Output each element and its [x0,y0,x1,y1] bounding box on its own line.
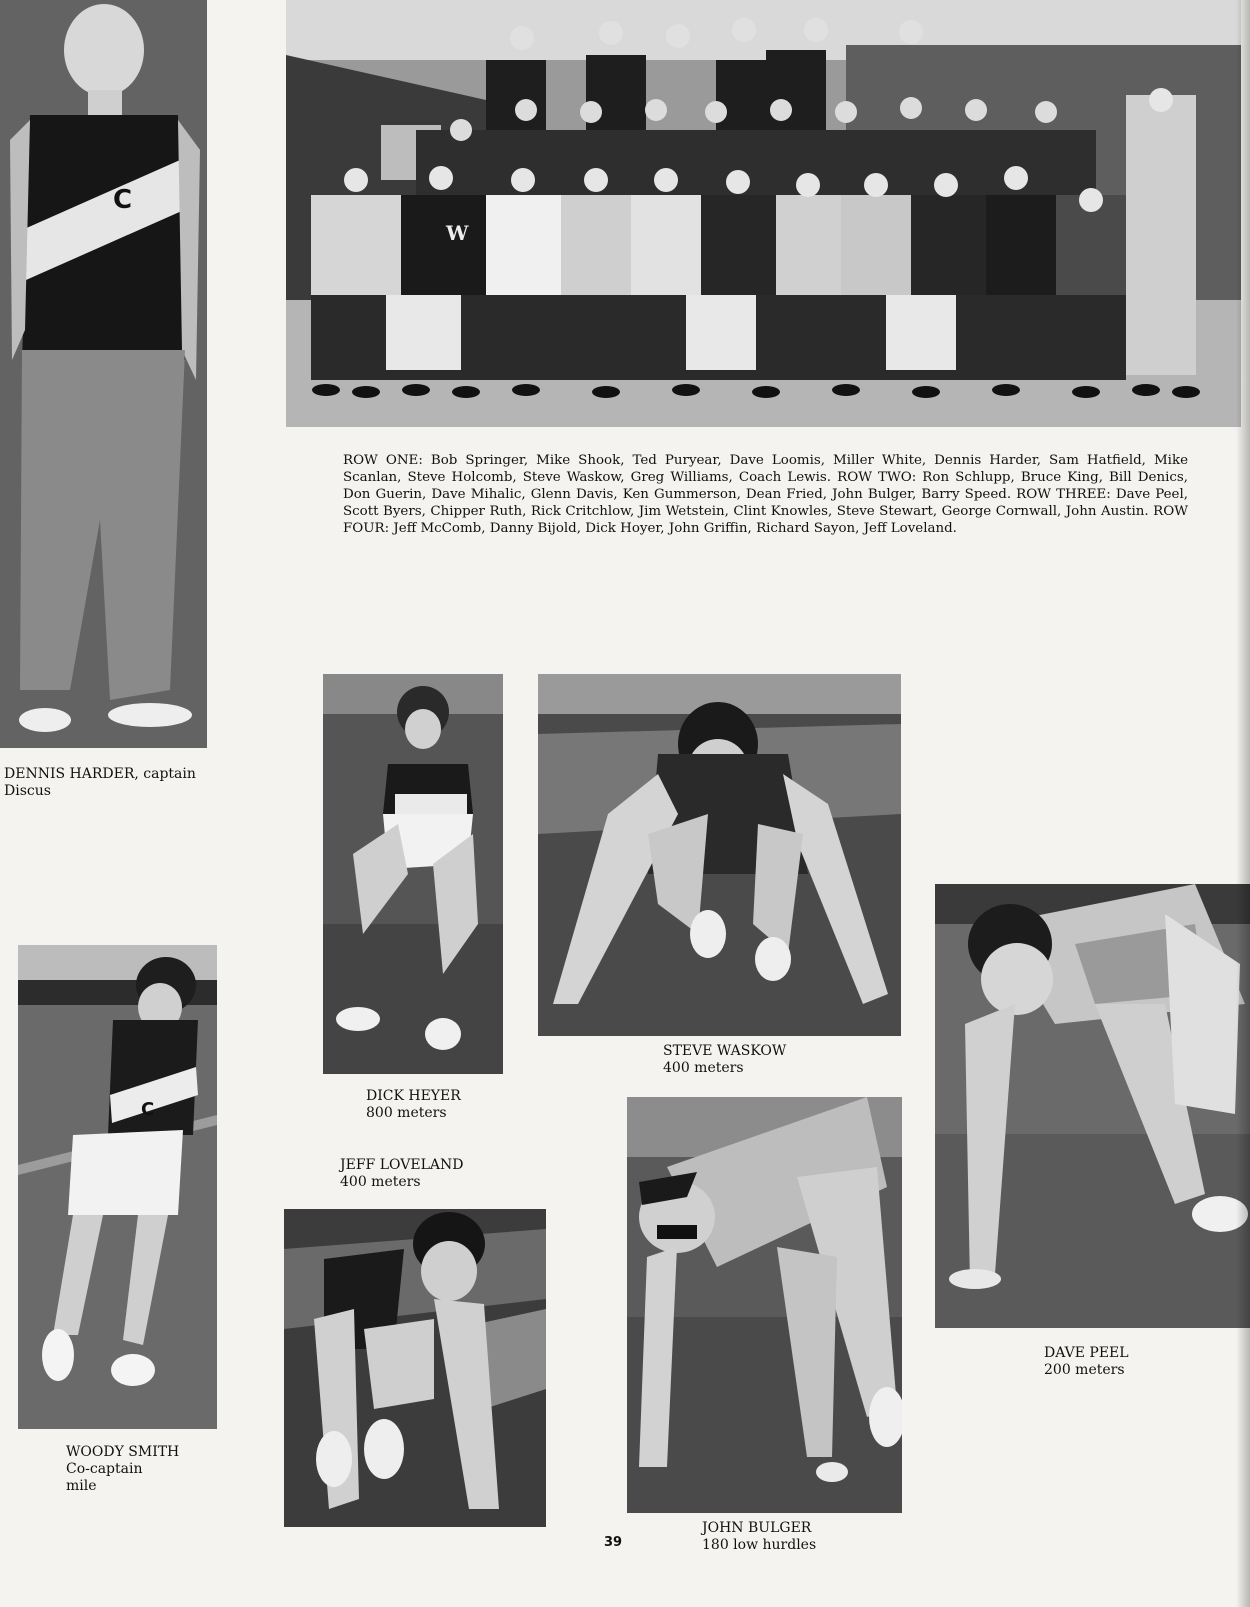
woody-smith-photo [18,945,217,1429]
harder-name: DENNIS HARDER, captain [4,766,196,782]
heyer-event: 800 meters [366,1105,447,1121]
smith-event: mile [66,1478,97,1494]
loveland-name: JEFF LOVELAND [340,1157,464,1173]
peel-name: DAVE PEEL [1044,1345,1129,1361]
jeff-loveland-photo [284,1209,546,1527]
smith-role: Co-captain [66,1461,143,1477]
smith-name: WOODY SMITH [66,1444,180,1460]
peel-event: 200 meters [1044,1362,1125,1378]
dave-peel-photo [935,884,1250,1328]
team-roster-caption: ROW ONE: Bob Springer, Mike Shook, Ted Puryear, Dave Loomis, Miller White, Dennis Harder, Sam Hatfield, Mike Scanlan, Steve Holcomb, Steve Waskow, Greg Williams, Coach Lewis. ROW TWO: Ron Schlupp, Bruce King, Bill Denics, Don Guerin, Dave Mihalic, Glenn Davis, Ken Gummerson, Dean Fried, John Bulger, Barry Speed. ROW THREE: Dave Peel, Scott Byers, Chipper Ruth, Rick Critchlow, Jim Wetstein, Clint Knowles, Steve Stewart, George Cornwall, John Austin. ROW FOUR: Jeff McComb, Danny Bijold, Dick Hoyer, John Griffin, Richard Sayon, Jeff Loveland. [343,453,1188,536]
steve-waskow-photo [538,674,901,1036]
waskow-event: 400 meters [663,1060,744,1076]
dennis-harder-photo [0,0,207,748]
peel-caption [1044,1345,1129,1379]
john-bulger-photo [627,1097,902,1513]
team-group-photo [286,0,1241,427]
waskow-name: STEVE WASKOW [663,1043,787,1059]
smith-caption [66,1444,179,1495]
loveland-caption [340,1157,463,1191]
page-number: 39 [604,1535,623,1550]
harder-event: Discus [4,783,51,799]
heyer-name: DICK HEYER [366,1088,461,1104]
dick-heyer-photo [323,674,503,1074]
bulger-event: 180 low hurdles [702,1537,817,1553]
heyer-caption [366,1088,461,1122]
loveland-event: 400 meters [340,1174,421,1190]
page-edge-shadow [1236,0,1250,1607]
bulger-name: JOHN BULGER [702,1520,812,1536]
jersey-letter-c: C [113,185,133,215]
smith-jersey-letter: C [141,1099,155,1120]
bulger-caption [702,1520,816,1554]
harder-caption [4,766,196,800]
jacket-letter-w: W [446,221,469,245]
waskow-caption [663,1043,786,1077]
